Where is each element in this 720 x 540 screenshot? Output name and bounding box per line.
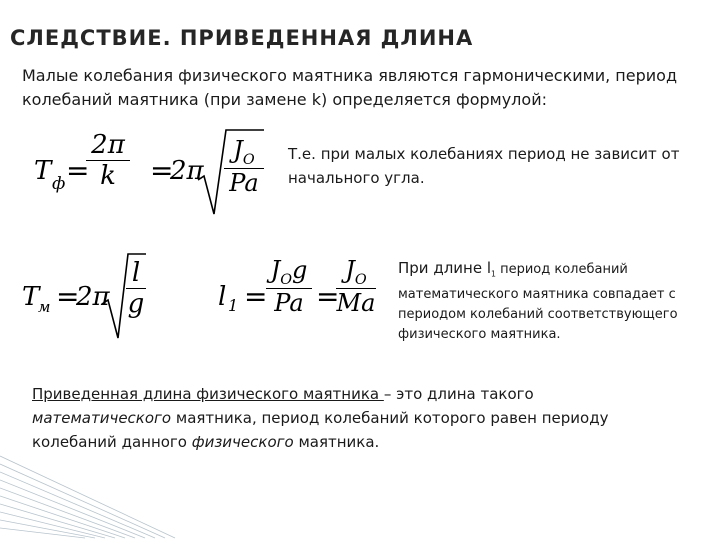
denominator-g: g [127,289,145,319]
fraction-l-over-g [126,258,146,319]
page-title: СЛЕДСТВИЕ. ПРИВЕДЕННАЯ ДЛИНА [10,26,474,50]
numerator-JOg: $J_Og$ [270,256,308,288]
math-word: математического [32,409,172,427]
phys-word: физического [191,433,294,451]
subscript-m: м [38,298,51,316]
denominator-Ma: Ma [336,288,376,317]
coefficient-2pi: 2π [76,282,110,312]
note-small-oscillations: Т.е. при малых колебаниях период не зависит от начального угла. [288,145,680,187]
coefficient-2pi: 2π [170,156,204,186]
subscript-1: 1 [228,296,239,315]
fraction-JO-over-Pa [224,136,264,197]
symbol-l: l [218,282,227,312]
denominator-Pa: Pa [229,168,259,197]
equals-sign: = [244,280,268,313]
equals-sign: = [56,280,80,313]
numerator-2pi: 2π [91,130,125,160]
intro-text: Малые колебания физического маятника являются гармоническими, период колебаний маятника (при замене k) определяется формулой: [22,66,678,109]
equals-sign: = [66,154,90,187]
equals-sign: = [150,154,174,187]
subscript-phi: ф [52,174,66,194]
corner-decoration [0,450,180,540]
equals-sign: = [316,280,340,313]
fraction-JO-over-Ma [336,256,376,317]
symbol-T: T [22,282,40,312]
note-equal-periods: При длине $l_1$ период колебаний математического маятника совпадает с периодом колебаний соответствующего физического маятника. [398,259,678,342]
fraction-JOg-over-Pa [266,256,312,317]
symbol-T: T [34,156,52,186]
denominator-k: k [100,161,116,191]
numerator-J: $J_O$ [233,136,255,168]
denominator-Pa: Pa [274,288,304,317]
fraction-2pi-over-k [86,130,130,191]
definition-reduced-length: Приведенная длина физического маятника – это длина такого математического маятника, период колебаний которого равен периоду колебаний данного физического маятника. [32,385,609,451]
numerator-l: l [131,258,141,288]
definition-term: Приведенная длина физического маятника [32,385,384,403]
numerator-J: $J_O$ [345,256,367,288]
